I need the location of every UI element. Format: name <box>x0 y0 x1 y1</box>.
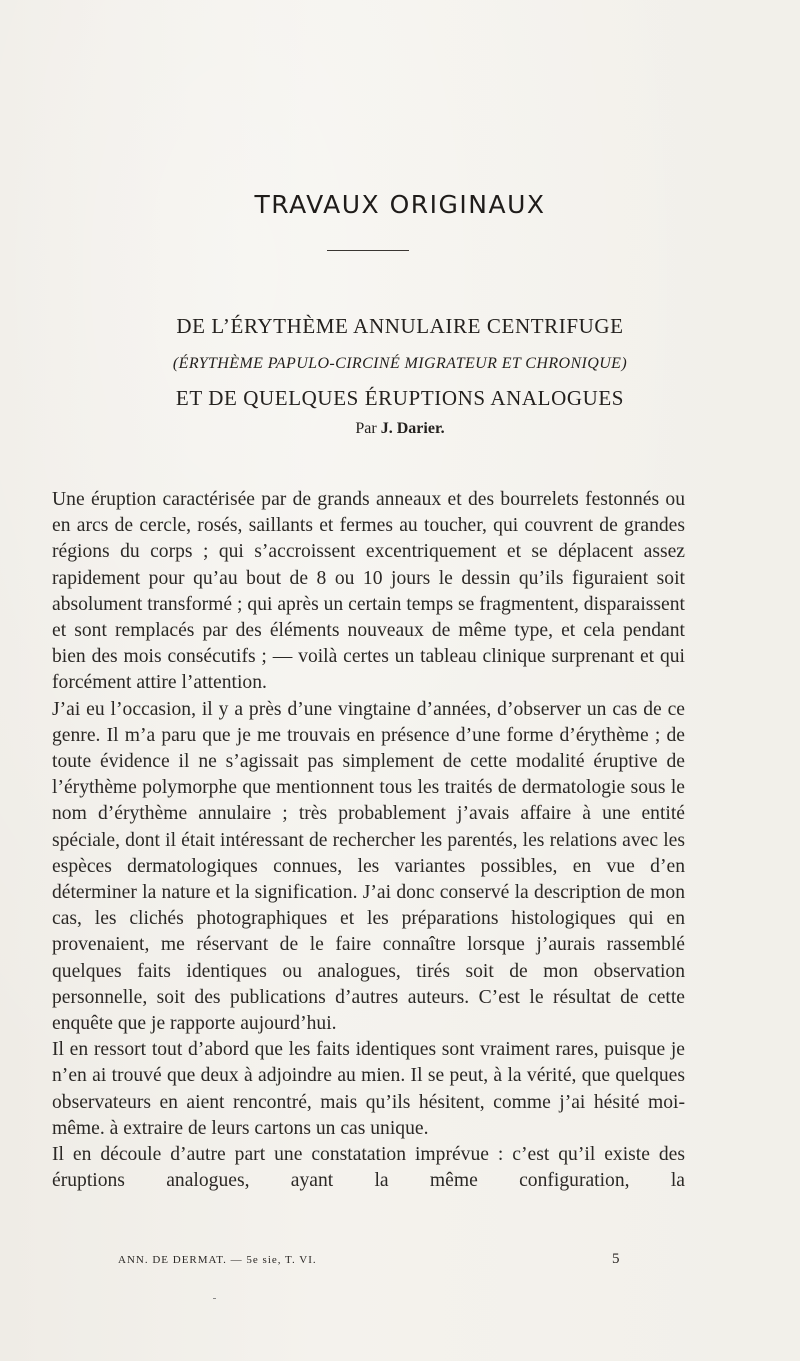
print-speck <box>213 1298 216 1299</box>
article-title-line-3: ET DE QUELQUES ÉRUPTIONS ANALOGUES <box>175 386 625 410</box>
title-divider <box>327 250 409 251</box>
journal-reference: ANN. DE DERMAT. — 5e sie, T. VI. <box>118 1254 317 1266</box>
section-title: TRAVAUX ORIGINAUX <box>254 190 546 219</box>
article-body <box>52 487 685 1194</box>
author-name: J. Darier. <box>380 420 445 437</box>
paragraph-3: Il en ressort tout d’abord que les faits identiques sont vraiment rares, puisque je n’en ai trouvé que deux à adjoindre au mien. Il se peut, à la vérité, que quelques observateurs en aient rencontré, mais qu’ils hésitent, comme j’ai hésité moi-même. à extraire de leurs cartons un cas unique. <box>52 1039 685 1139</box>
byline <box>0 420 800 438</box>
article-title-line-1: DE L’ÉRYTHÈME ANNULAIRE CENTRIFUGE <box>176 314 624 338</box>
paragraph-2: J’ai eu l’occasion, il y a près d’une vingtaine d’années, d’observer un cas de ce genre. Il m’a paru que je me trouvais en présence d’une forme d’érythème ; de toute évidence il ne s’agissait pas simplement de cette modalité éruptive de l’érythème polymorphe que mentionnent tous les traités de dermatologie sous le nom d’érythème annulaire ; très probablement j’avais affaire à une entité spéciale, dont il était intéressant de rechercher les parentés, les relations avec les espèces dermatologiques connues, les variantes possibles, en vue d’en déterminer la nature et la signification. J’ai donc conservé la description de mon cas, les clichés photographiques et les préparations histologiques qui en provenaient, me réservant de le faire connaître lorsque j’aurais rassemblé quelques faits identiques ou analogues, tirés soit de mon observation personnelle, soit des publications d’autres auteurs. C’est le résultat de cette enquête que je rapporte aujourd’hui. <box>52 698 685 1035</box>
byline-prefix: Par <box>355 420 377 437</box>
page-number: 5 <box>612 1251 620 1267</box>
paragraph-4: Il en découle d’autre part une constatation imprévue : c’est qu’il existe des éruptions analogues, ayant la même configuration, la <box>52 1144 685 1192</box>
paragraph-1: Une éruption caractérisée par de grands anneaux et des bourrelets festonnés ou en arcs de cercle, rosés, saillants et fermes au toucher, qui couvrent de grandes régions du corps ; qui s’accroissent excentriquement et se déplacent assez rapidement pour qu’au bout de 8 ou 10 jours le dessin qu’ils figuraient soit absolument transformé ; qui après un certain temps se fragmentent, disparaissent et sont remplacés par des éléments nouveaux de même type, et cela pendant bien des mois consécutifs ; — voilà certes un tableau clinique surprenant et qui forcément attire l’attention. <box>52 489 685 694</box>
article-title-line-2: (ÉRYTHÈME PAPULO-CIRCINÉ MIGRATEUR ET CHRONIQUE) <box>172 355 628 372</box>
